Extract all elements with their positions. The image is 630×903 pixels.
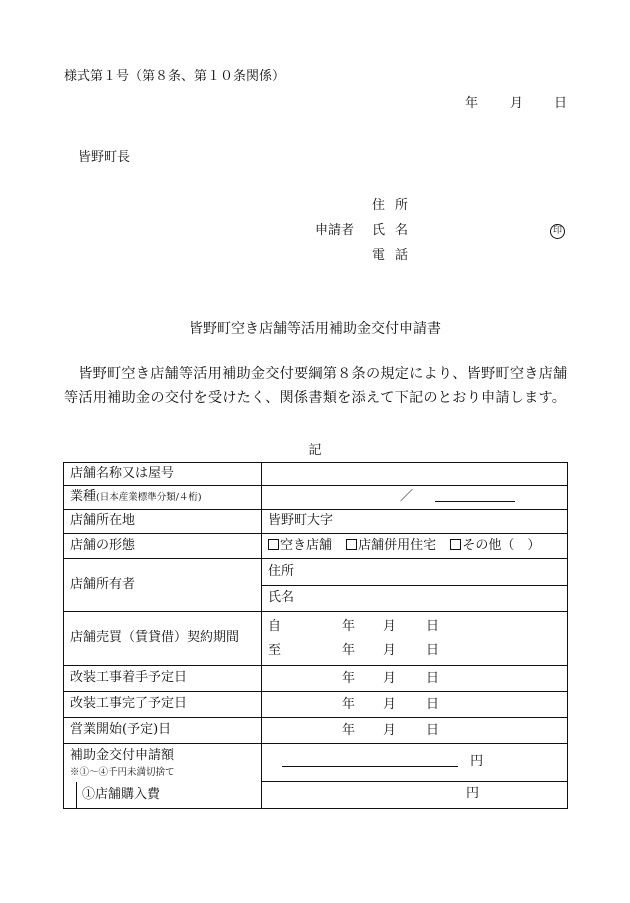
- table-row: [64, 692, 568, 718]
- to-day: 日: [426, 642, 440, 658]
- form-number-label: 様式第１号（第８条、第１０条関係）: [64, 69, 286, 84]
- date-year-label: 年: [465, 96, 479, 111]
- from-year: 年: [342, 618, 356, 634]
- date-month: 月: [383, 696, 397, 712]
- contract-period-field[interactable]: [262, 612, 568, 666]
- table-row: [64, 559, 568, 586]
- amount-line: [282, 766, 458, 767]
- business-start-label: 営業開始(予定)日: [64, 718, 262, 744]
- owner-name-field[interactable]: 氏名: [262, 586, 568, 612]
- table-row: [64, 666, 568, 692]
- date-month: 月: [383, 722, 397, 738]
- yen-unit: 円: [466, 786, 480, 802]
- option-store-residence[interactable]: 店舗併用住宅: [346, 538, 436, 553]
- table-row: [64, 782, 568, 809]
- store-name-label: 店舗名称又は屋号: [64, 463, 262, 486]
- date-day-label: 日: [554, 96, 568, 111]
- application-statement: 皆野町空き店舗等活用補助金交付要綱第８条の規定により、皆野町空き店舗等活用補助金の交付を受けたく、関係書類を添えて下記のとおり申請します。: [64, 366, 568, 406]
- application-table: [63, 462, 568, 809]
- table-row: [64, 534, 568, 559]
- date-day: 日: [426, 722, 440, 738]
- subsidy-amount-field[interactable]: [262, 744, 568, 782]
- industry-code-line: [435, 501, 515, 502]
- table-row: [64, 463, 568, 486]
- date-year: 年: [342, 696, 356, 712]
- period-to-label: 至: [268, 642, 282, 658]
- owner-address-field[interactable]: 住所: [262, 559, 568, 586]
- date-year: 年: [342, 722, 356, 738]
- owner-label: 店舗所有者: [64, 559, 262, 612]
- addressee: 皆野町長: [78, 150, 131, 165]
- applicant-label: 申請者: [315, 223, 355, 238]
- industry-slash: ／: [400, 489, 414, 505]
- subsidy-amount-label: 補助金交付申請額 ※①～④千円未満切捨て: [64, 744, 262, 782]
- date-day: 日: [426, 696, 440, 712]
- business-start-field[interactable]: [262, 718, 568, 744]
- period-from-label: 自: [268, 618, 282, 634]
- store-name-field[interactable]: [262, 463, 568, 486]
- ki-heading: 記: [308, 443, 322, 458]
- store-location-field[interactable]: 皆野町大字: [262, 510, 568, 534]
- renovation-start-field[interactable]: [262, 666, 568, 692]
- document-title: 皆野町空き店舗等活用補助金交付申請書: [189, 321, 441, 337]
- purchase-cost-cell: [64, 782, 262, 809]
- table-row: [64, 486, 568, 510]
- applicant-phone-label: 電話: [372, 248, 419, 263]
- from-day: 日: [426, 618, 440, 634]
- date-year: 年: [342, 670, 356, 686]
- checkbox-icon: [268, 539, 279, 550]
- purchase-cost-field[interactable]: [262, 782, 568, 809]
- date-month: 月: [383, 670, 397, 686]
- to-year: 年: [342, 642, 356, 658]
- renovation-end-field[interactable]: [262, 692, 568, 718]
- applicant-name-label: 氏名: [372, 223, 419, 238]
- store-form-label: 店舗の形態: [64, 534, 262, 559]
- option-other[interactable]: その他（ ）: [450, 538, 540, 553]
- checkbox-icon: [346, 539, 357, 550]
- renovation-end-label: 改装工事完了予定日: [64, 692, 262, 718]
- seal-mark: 印: [550, 224, 565, 239]
- option-vacant-store[interactable]: 空き店舗: [268, 538, 332, 553]
- table-row: [64, 718, 568, 744]
- checkbox-icon: [450, 539, 461, 550]
- store-form-options: [262, 534, 568, 559]
- store-location-label: 店舗所在地: [64, 510, 262, 534]
- date-day: 日: [426, 670, 440, 686]
- table-row: [64, 744, 568, 782]
- yen-unit: 円: [470, 754, 484, 770]
- date-month-label: 月: [510, 96, 524, 111]
- industry-label: 業種(日本産業標準分類/４桁): [64, 486, 262, 510]
- renovation-start-label: 改装工事着手予定日: [64, 666, 262, 692]
- purchase-cost-label: ①店舗購入費: [82, 786, 161, 802]
- from-month: 月: [383, 618, 397, 634]
- table-row: [64, 612, 568, 666]
- table-row: [64, 510, 568, 534]
- to-month: 月: [383, 642, 397, 658]
- industry-field[interactable]: [262, 486, 568, 510]
- applicant-address-label: 住所: [372, 198, 419, 213]
- contract-period-label: 店舗売買（賃貸借）契約期間: [64, 612, 262, 666]
